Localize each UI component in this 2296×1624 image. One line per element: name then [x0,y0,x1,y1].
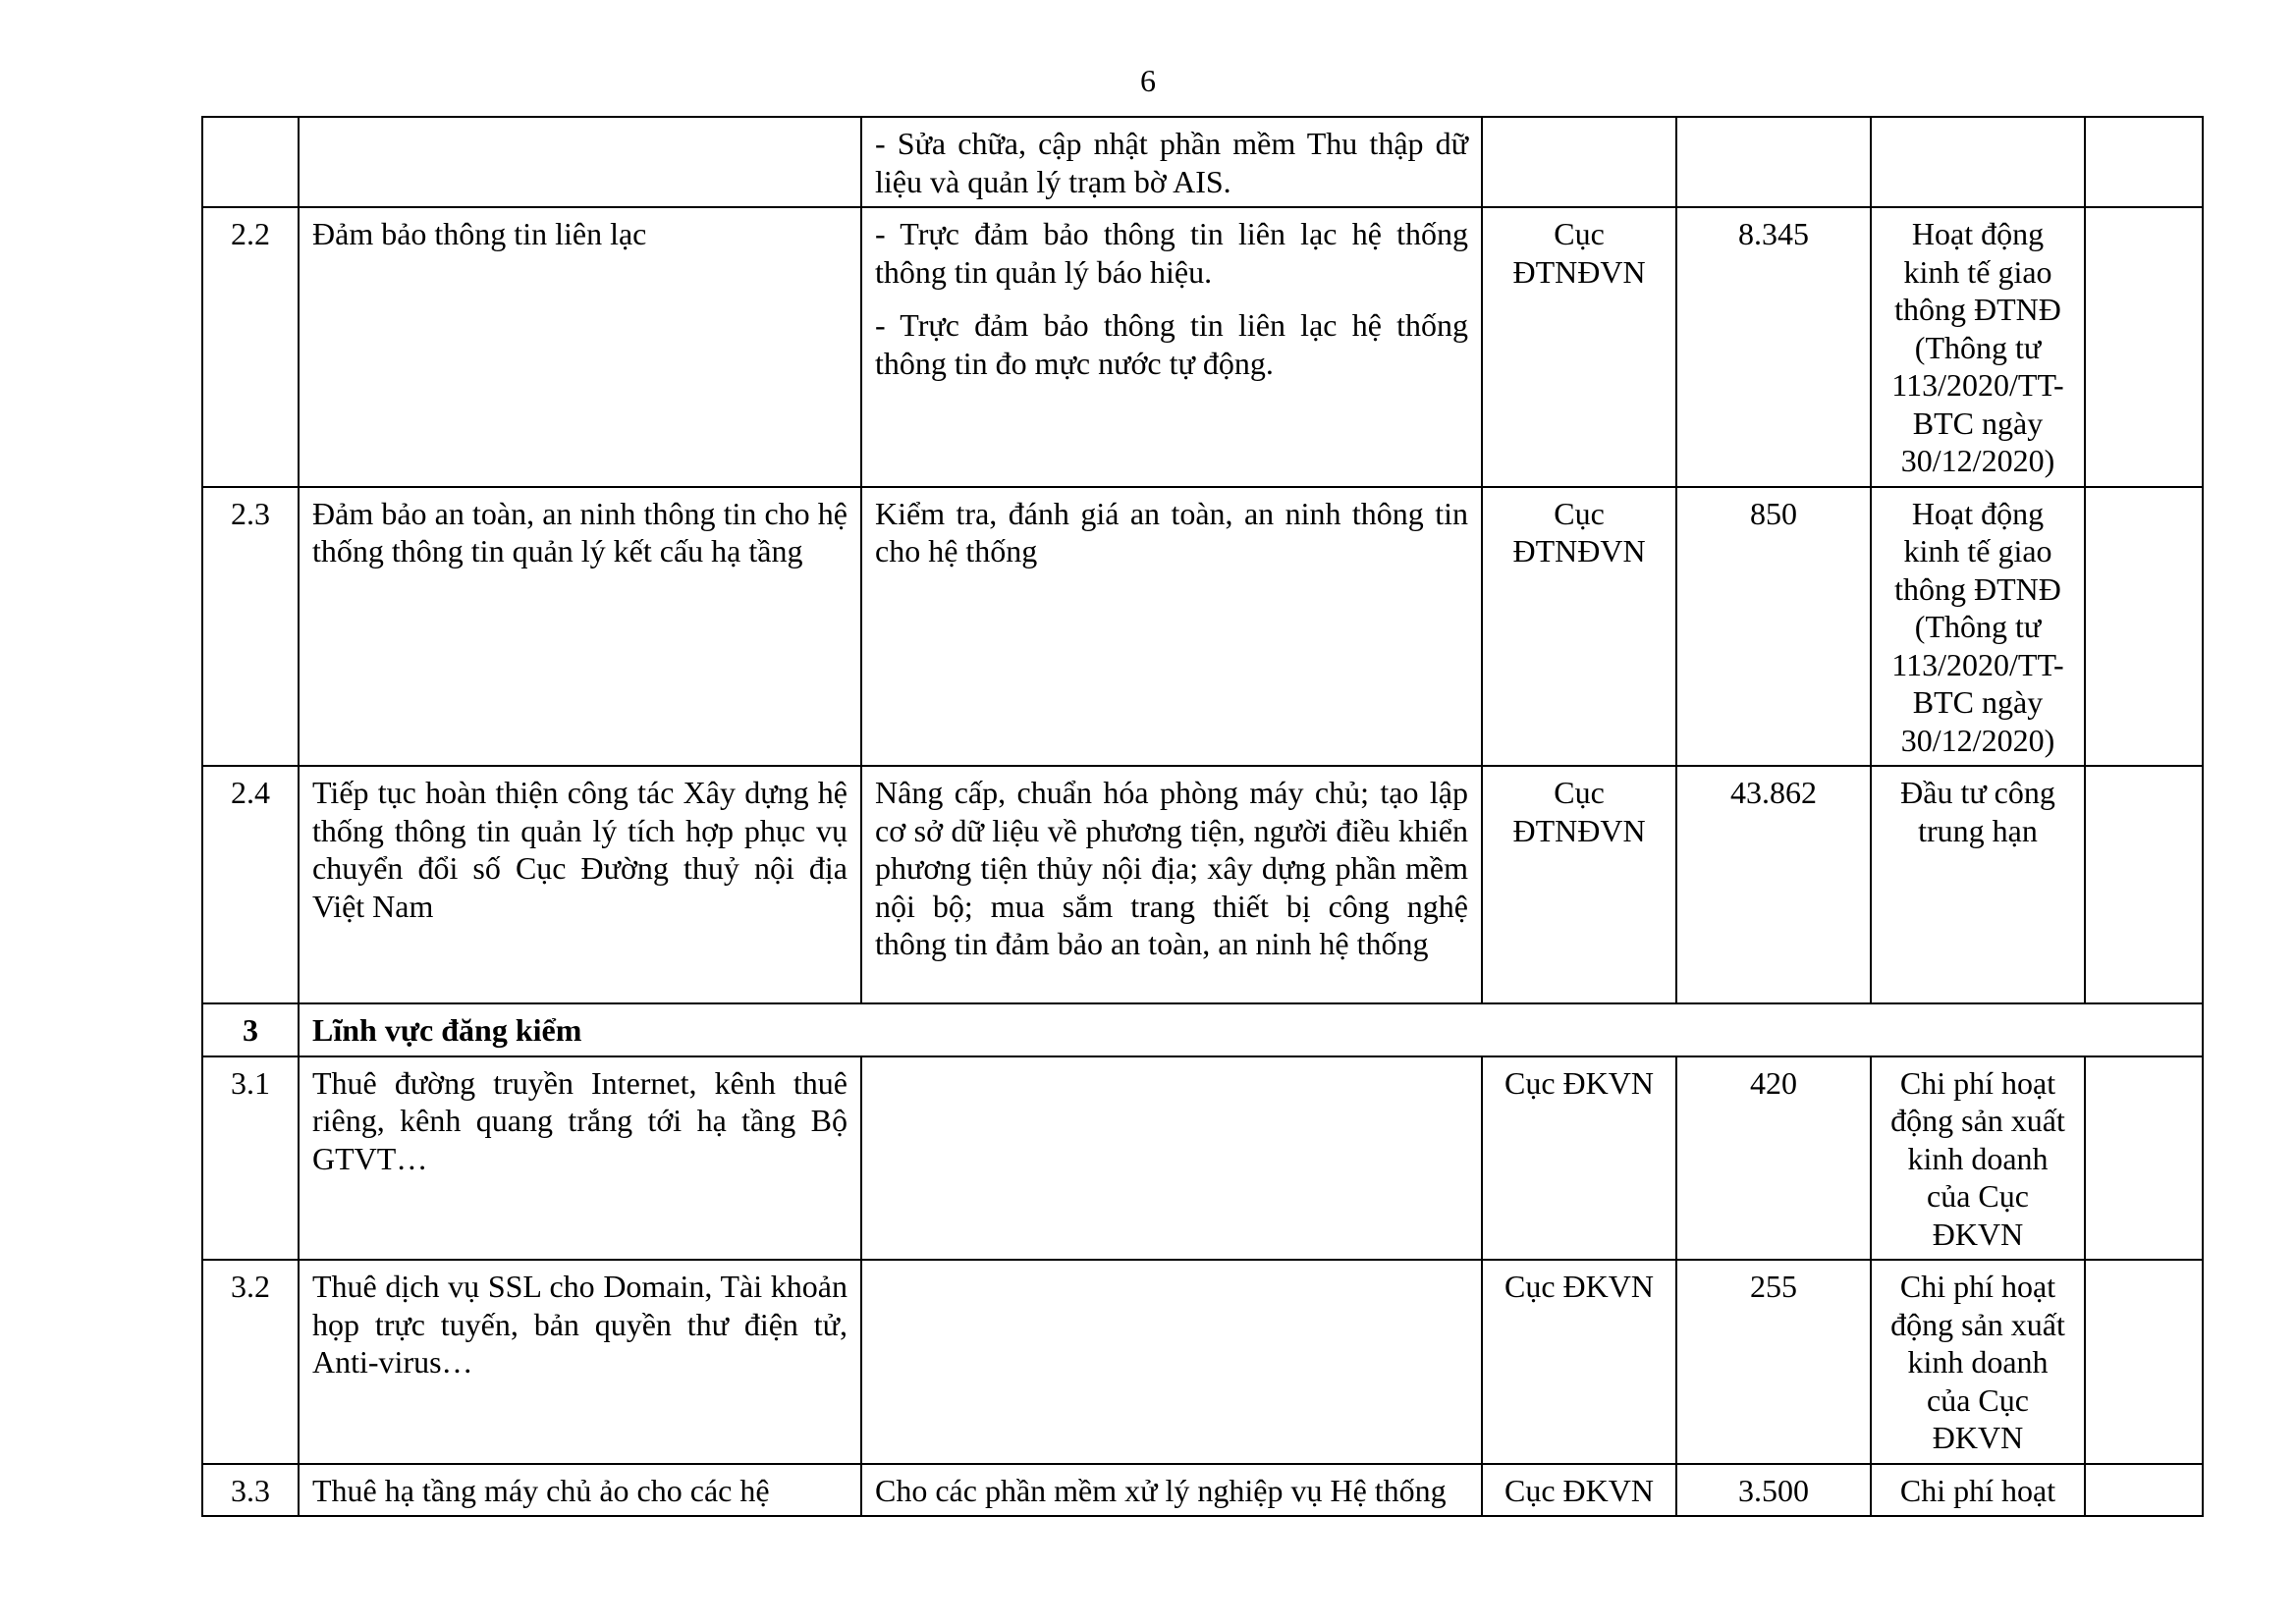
responsible-unit: Cục ĐTNĐVN [1482,487,1676,767]
section-row [202,1003,2203,1056]
table-row [202,487,2203,767]
cost-value: 255 [1676,1260,1871,1464]
task-content [861,207,1482,487]
table-row [202,207,2203,487]
funding-source: Chi phí hoạt động sản xuất kinh doanh của Cục ĐKVN [1871,1260,2085,1464]
task-table [201,116,2204,1517]
task-content-line: - Trực đảm bảo thông tin liên lạc hệ thống thông tin quản lý báo hiệu. [875,216,1468,290]
table-row [202,117,2203,207]
task-name: Thuê dịch vụ SSL cho Domain, Tài khoản họp trực tuyến, bản quyền thư điện tử, Anti-virus… [299,1260,861,1464]
responsible-unit: Cục ĐKVN [1482,1260,1676,1464]
task-content [861,487,1482,767]
section-number: 3 [202,1003,299,1056]
responsible-unit: Cục ĐKVN [1482,1464,1676,1517]
row-number: 2.3 [202,487,299,767]
cost-value: 3.500 [1676,1464,1871,1517]
funding-source: Hoạt động kinh tế giao thông ĐTNĐ (Thông tư 113/2020/TT-BTC ngày 30/12/2020) [1871,487,2085,767]
row-number [202,117,299,207]
row-number: 3.2 [202,1260,299,1464]
cost-value [1676,117,1871,207]
task-content [861,117,1482,207]
task-content-line: Kiểm tra, đánh giá an toàn, an ninh thông tin cho hệ thống [875,495,1468,568]
cost-value: 850 [1676,487,1871,767]
task-name: Thuê đường truyền Internet, kênh thuê riêng, kênh quang trắng tới hạ tầng Bộ GTVT… [299,1056,861,1261]
task-content [861,766,1482,1003]
row-number: 3.3 [202,1464,299,1517]
cost-value: 8.345 [1676,207,1871,487]
table-row [202,1260,2203,1464]
responsible-unit: Cục ĐKVN [1482,1056,1676,1261]
cost-value: 420 [1676,1056,1871,1261]
table-row [202,1464,2203,1517]
note-cell [2085,766,2203,1003]
funding-source: Chi phí hoạt động sản xuất kinh doanh của Cục ĐKVN [1871,1056,2085,1261]
task-content-line: - Trực đảm bảo thông tin liên lạc hệ thống thông tin đo mực nước tự động. [875,307,1468,381]
section-title: Lĩnh vực đăng kiểm [299,1003,2203,1056]
task-name: Thuê hạ tầng máy chủ ảo cho các hệ [299,1464,861,1517]
page-number: 6 [1140,63,1156,98]
task-content-line: - Sửa chữa, cập nhật phần mềm Thu thập dữ liệu và quản lý trạm bờ AIS. [875,126,1468,199]
responsible-unit: Cục ĐTNĐVN [1482,766,1676,1003]
responsible-unit [1482,117,1676,207]
task-name [299,117,861,207]
note-cell [2085,207,2203,487]
task-name: Đảm bảo thông tin liên lạc [299,207,861,487]
note-cell [2085,487,2203,767]
table-row [202,1056,2203,1261]
funding-source: Chi phí hoạt [1871,1464,2085,1517]
funding-source: Đầu tư công trung hạn [1871,766,2085,1003]
table-row [202,766,2203,1003]
note-cell [2085,117,2203,207]
row-number: 3.1 [202,1056,299,1261]
task-content [861,1260,1482,1464]
responsible-unit: Cục ĐTNĐVN [1482,207,1676,487]
note-cell [2085,1464,2203,1517]
note-cell [2085,1056,2203,1261]
row-number: 2.4 [202,766,299,1003]
task-name: Đảm bảo an toàn, an ninh thông tin cho hệ thống thông tin quản lý kết cấu hạ tầng [299,487,861,767]
task-content: Cho các phần mềm xử lý nghiệp vụ Hệ thống [861,1464,1482,1517]
task-content [861,1056,1482,1261]
task-content-line: Nâng cấp, chuẩn hóa phòng máy chủ; tạo lập cơ sở dữ liệu về phương tiện, người điều khiển phương tiện thủy nội địa; xây dựng phần mềm nội bộ; mua sắm trang thiết bị công nghệ thông tin đảm bảo an toàn, an ninh hệ thống [875,775,1468,961]
task-name: Tiếp tục hoàn thiện công tác Xây dựng hệ thống thông tin quản lý tích hợp phục vụ chuyển đổi số Cục Đường thuỷ nội địa Việt Nam [299,766,861,1003]
funding-source: Hoạt động kinh tế giao thông ĐTNĐ (Thông tư 113/2020/TT-BTC ngày 30/12/2020) [1871,207,2085,487]
note-cell [2085,1260,2203,1464]
row-number: 2.2 [202,207,299,487]
funding-source [1871,117,2085,207]
cost-value: 43.862 [1676,766,1871,1003]
